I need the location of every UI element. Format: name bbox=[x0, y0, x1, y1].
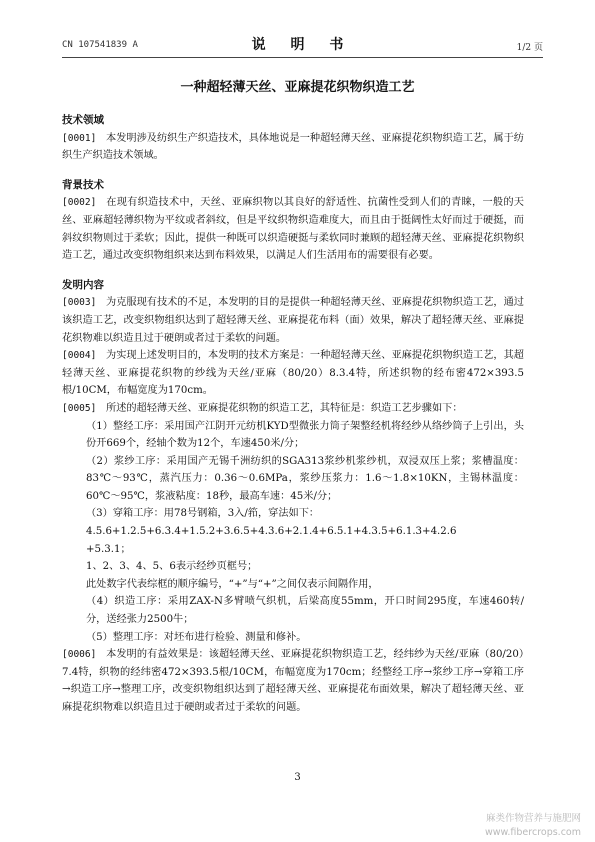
document-body bbox=[62, 112, 524, 717]
paragraph-0003 bbox=[62, 294, 524, 347]
page-header bbox=[62, 34, 543, 54]
paragraph-0004 bbox=[62, 347, 524, 400]
document-type: 说 明 书 bbox=[251, 37, 354, 53]
paragraph-id: [0001] bbox=[62, 132, 97, 144]
page-indicator: 1/2 页 bbox=[516, 43, 543, 53]
paragraph-text: 为实现上述发明目的，本发明的技术方案是：一种超轻薄天丝、亚麻提花织物织造工艺，其超轻薄天丝、亚麻提花织物的纱线为天丝/亚麻（80/20）8.3.4特，所述织物的经布密472×393.5根/10CM，布幅宽度为170cm。 bbox=[62, 350, 524, 397]
paragraph-id: [0004] bbox=[62, 350, 97, 362]
document-title: 一种超轻薄天丝、亚麻提花织物织造工艺 bbox=[180, 80, 415, 95]
paragraph-id: [0005] bbox=[62, 402, 97, 414]
paragraph-0005 bbox=[62, 400, 524, 418]
section-heading-tech-field: 技术领域 bbox=[62, 114, 104, 126]
section-heading-invention: 发明内容 bbox=[62, 278, 104, 291]
heald-frame-note: 1、2、3、4、5、6表示经纱页框号； bbox=[86, 561, 258, 573]
watermark-site-name: 麻类作物营养与施肥网 bbox=[485, 813, 581, 824]
header-divider bbox=[62, 57, 543, 58]
paragraph-0001 bbox=[62, 130, 524, 165]
paragraph-text: 本发明涉及纺织生产织造技术，具体地说是一种超轻薄天丝、亚麻提花织物织造工艺，属于纺织生产织造技术领域。 bbox=[62, 132, 524, 162]
paragraph-text: 所述的超轻薄天丝、亚麻提花织物的织造工艺，其特征是：织造工艺步骤如下： bbox=[106, 402, 463, 414]
paragraph-text: 本发明的有益效果是：该超轻薄天丝、亚麻提花织物织造工艺，经纬纱为天丝/亚麻（80/20）7.4特，织物的经纬密472×393.5根/10CM，布幅宽度为170cm；经整经工序→浆纱工序→穿箱工序→织造工序→整理工序，改变织物组织达到了超轻薄天丝、亚麻提花布面效果，解决了超轻薄天丝、亚麻提花织物难以织造且过于硬朗或者过于柔软的问题。 bbox=[62, 649, 524, 713]
paragraph-id: [0002] bbox=[62, 197, 97, 209]
paragraph-0006 bbox=[62, 646, 524, 716]
section-heading-background: 背景技术 bbox=[62, 178, 104, 191]
paragraph-text: 在现有织造技术中，天丝、亚麻织物以其良好的舒适性、抗菌性受到人们的青睐，一般的天丝、亚麻超轻薄织物为平纹或者斜纹，但是平纹织物织造难度大，而且由于挺阔性太好而过于硬挺，而斜纹织物则过于柔软；因此，提供一种既可以织造硬挺与柔软同时兼顾的超轻薄天丝、亚麻提花织物织造工艺，通过改变织物组织来达到布料效果，以满足人们生活用布的需要很有必要。 bbox=[62, 197, 524, 262]
site-watermark bbox=[485, 812, 581, 840]
process-step-sizing: （2）浆纱工序：采用国产无锡千洲纺织的SGA313浆纱机浆纱机，双浸双压上浆；浆槽温度：83℃～93℃，蒸汽压力：0.36～0.6MPa，浆纱压浆力：1.6～1.8×10KN，主锡林温度：60℃～95℃，浆液粘度：18秒，最高车速：45米/分； bbox=[86, 455, 524, 502]
paragraph-id: [0003] bbox=[62, 297, 97, 309]
reeding-sequence-line-2: +5.3.1； bbox=[86, 543, 131, 555]
process-step-finishing: （5）整理工序：对坯布进行检验、测量和修补。 bbox=[86, 631, 307, 643]
paragraph-0002 bbox=[62, 194, 524, 264]
page-number: 3 bbox=[294, 772, 301, 783]
process-step-warping: （1）整经工序：采用国产江阴开元纺机KYD型微张力筒子架整经机将经纱从络纱筒子上引出，头份开669个，经轴个数为12个，车速450米/分； bbox=[86, 420, 524, 450]
watermark-site-url: www.fibercrops.com bbox=[484, 827, 581, 838]
process-step-weaving: （4）织造工序：采用ZAX-N多臂喷气织机，后梁高度55mm，开口时间295度，车速460转/分，送经张力2500牛； bbox=[86, 596, 524, 626]
patent-number: CN 107541839 A bbox=[62, 40, 138, 50]
paragraph-id: [0006] bbox=[62, 649, 97, 661]
reeding-sequence-line-1: 4.5.6+1.2.5+6.3.4+1.5.2+3.6.5+4.3.6+2.1.4+6.5.1+4.3.5+6.1.3+4.2.6 bbox=[86, 526, 457, 538]
number-note: 此处数字代表综框的顺序编号，“+”与“+”之间仅表示间隔作用， bbox=[86, 578, 379, 590]
paragraph-text: 为克服现有技术的不足，本发明的目的是提供一种超轻薄天丝、亚麻提花织物织造工艺，通过该织造工艺，改变织物组织达到了超轻薄天丝、亚麻提花布料（面）效果，解决了超轻薄天丝、亚麻提花织物难以织造且过于硬朗或者过于柔软的问题。 bbox=[62, 297, 524, 344]
process-step-reeding: （3）穿箱工序：用78号钢箱，3入/筘，穿法如下： bbox=[86, 508, 320, 520]
